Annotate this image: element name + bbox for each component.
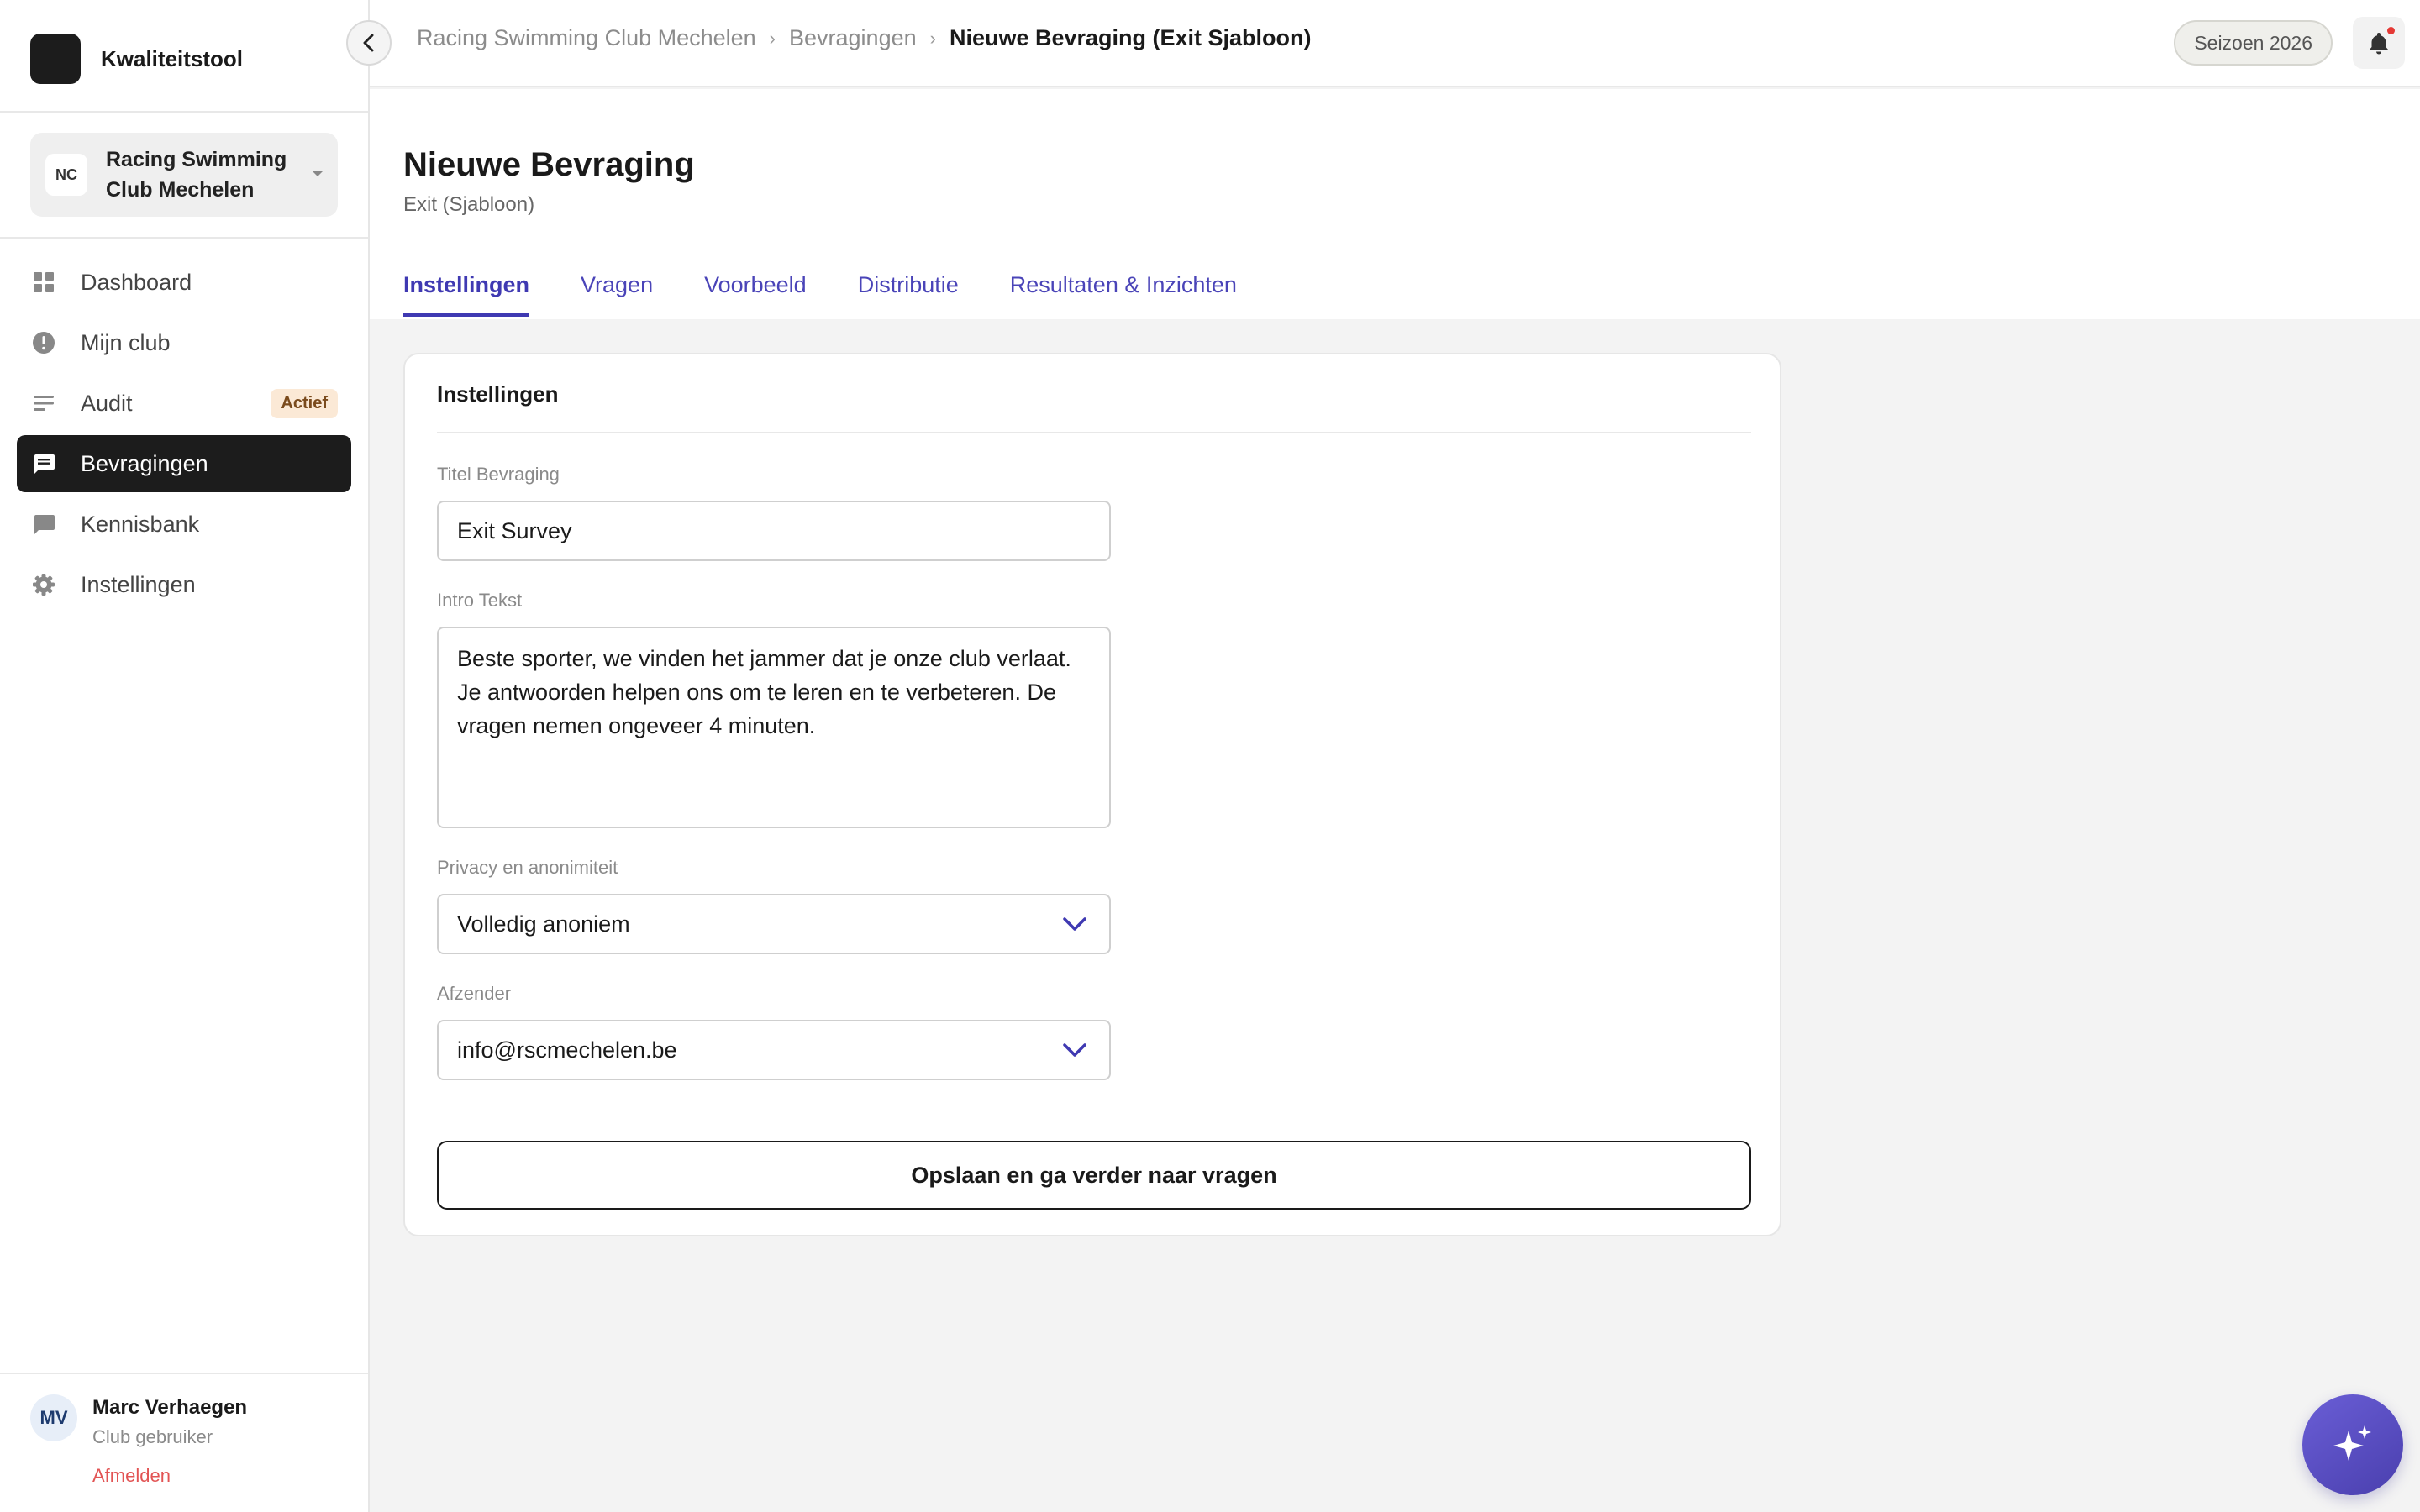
gear-icon (32, 573, 55, 596)
chevron-down-icon (1062, 1042, 1087, 1058)
sidebar-divider (0, 1373, 368, 1374)
sidebar-item-label: Mijn club (81, 329, 171, 355)
chevron-left-icon (360, 34, 377, 52)
sidebar-divider (0, 237, 368, 239)
breadcrumb-separator: › (929, 27, 936, 49)
bell-icon (2366, 30, 2391, 55)
privacy-label: Privacy en anonimiteit (437, 857, 618, 878)
season-selector[interactable]: Seizoen 2026 (2174, 20, 2333, 66)
tab-voorbeeld[interactable]: Voorbeeld (704, 272, 807, 297)
privacy-select-value: Volledig anoniem (457, 911, 630, 937)
status-badge: Actief (271, 389, 338, 418)
tab-resultaten[interactable]: Resultaten & Inzichten (1009, 272, 1237, 297)
sidebar-item-label: Kennisbank (81, 511, 200, 537)
brand (30, 34, 243, 84)
sender-select[interactable] (437, 1020, 1111, 1080)
list-icon (32, 391, 55, 415)
card-divider (437, 432, 1751, 433)
title-input[interactable] (437, 501, 1111, 561)
app-logo (30, 34, 81, 84)
club-avatar: NC (45, 154, 87, 196)
sidebar-item-kennisbank[interactable] (17, 496, 351, 553)
chevron-down-icon (1062, 916, 1087, 932)
sidebar-nav (17, 254, 351, 617)
club-selector[interactable] (30, 133, 338, 217)
tab-distributie[interactable]: Distributie (857, 272, 959, 297)
sender-label: Afzender (437, 983, 512, 1004)
user-role: Club gebruiker (92, 1426, 213, 1447)
sparkles-icon (2330, 1422, 2375, 1467)
privacy-select[interactable] (437, 894, 1111, 954)
sender-select-value: info@rscmechelen.be (457, 1037, 677, 1063)
sidebar-item-label: Instellingen (81, 571, 196, 597)
sidebar-item-instellingen[interactable] (17, 556, 351, 613)
intro-textarea[interactable] (437, 627, 1111, 828)
avatar: MV (30, 1394, 77, 1441)
breadcrumb-separator: › (769, 27, 776, 49)
settings-card (403, 353, 1781, 1236)
breadcrumb (417, 25, 1312, 51)
sidebar-item-bevragingen[interactable] (17, 435, 351, 492)
sidebar-item-label: Dashboard (81, 269, 192, 295)
sidebar-divider (0, 111, 368, 113)
tab-vragen[interactable]: Vragen (581, 272, 654, 297)
grid-icon (32, 270, 55, 294)
tab-instellingen[interactable]: Instellingen (403, 272, 529, 317)
app-name: Kwaliteitstool (101, 45, 244, 71)
caret-down-icon (313, 171, 323, 176)
notification-dot (2387, 27, 2395, 34)
sidebar-item-label: Audit (81, 390, 133, 416)
topbar (370, 0, 2420, 87)
breadcrumb-current: Nieuwe Bevraging (Exit Sjabloon) (949, 25, 1312, 50)
page-title: Nieuwe Bevraging (403, 146, 695, 183)
page-subtitle: Exit (Sjabloon) (403, 193, 535, 216)
chat-icon (32, 452, 55, 475)
page-header (370, 89, 2420, 319)
sidebar (0, 0, 370, 1512)
sidebar-item-label: Bevragingen (81, 450, 208, 476)
ai-assistant-button[interactable] (2302, 1394, 2403, 1495)
breadcrumb-club[interactable]: Racing Swimming Club Mechelen (417, 25, 756, 50)
intro-label: Intro Tekst (437, 590, 523, 611)
notifications-button[interactable] (2353, 17, 2405, 69)
card-title: Instellingen (437, 381, 559, 407)
sidebar-item-mijn-club[interactable] (17, 314, 351, 371)
collapse-sidebar-button[interactable] (346, 20, 392, 66)
sidebar-item-audit[interactable] (17, 375, 351, 432)
logout-link[interactable]: Afmelden (92, 1465, 171, 1486)
tab-bar (403, 272, 1288, 317)
club-name: Racing Swimming Club Mechelen (106, 148, 287, 202)
title-label: Titel Bevraging (437, 464, 560, 485)
info-circle-icon (32, 331, 55, 354)
breadcrumb-bevragingen[interactable]: Bevragingen (789, 25, 917, 50)
comment-icon (32, 512, 55, 536)
sidebar-item-dashboard[interactable] (17, 254, 351, 311)
save-continue-button[interactable]: Opslaan en ga verder naar vragen (437, 1141, 1751, 1210)
user-name: Marc Verhaegen (92, 1396, 248, 1419)
